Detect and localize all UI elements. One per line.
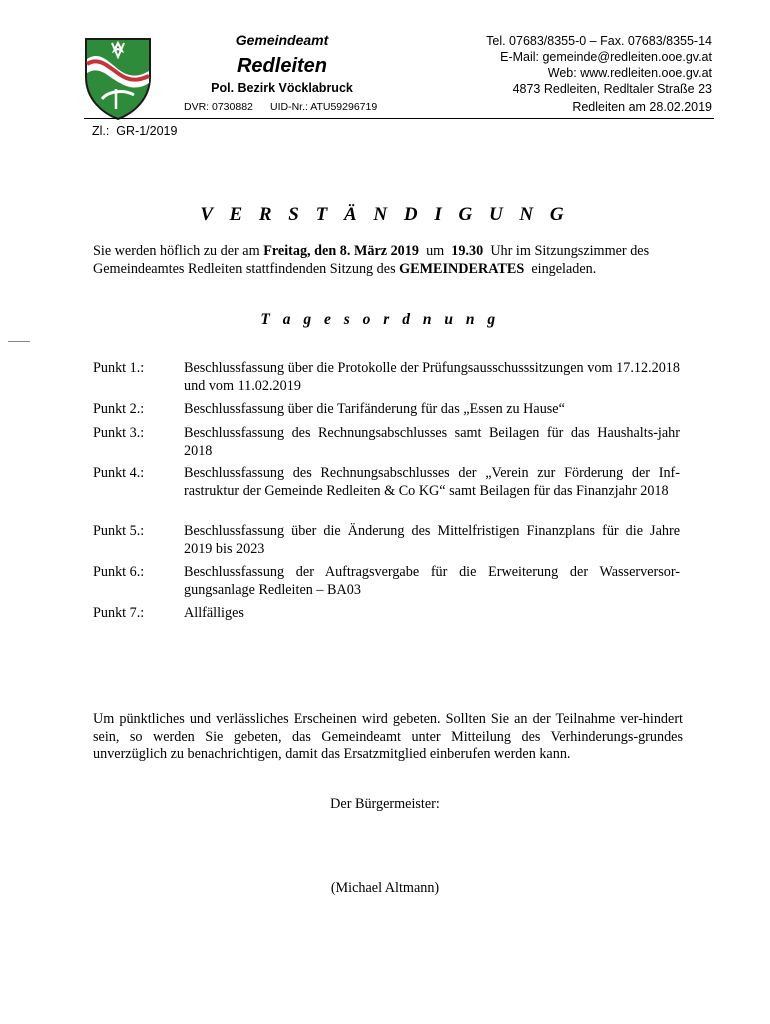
margin-mark [8, 341, 30, 342]
contact-phone: Tel. 07683/8355-0 – Fax. 07683/8355-14 [486, 34, 712, 48]
agenda-item-label: Punkt 3.: [93, 425, 145, 441]
agenda-item-text: Beschlussfassung der Auftragsvergabe für die Erweiterung der Wasserversor-gungsanlage Redleiten – BA03 [184, 564, 680, 598]
document-date: Redleiten am 28.02.2019 [572, 100, 712, 114]
meeting-date: Freitag, den 8. März 2019 [263, 243, 419, 259]
agenda-item-label: Punkt 2.: [93, 401, 145, 417]
agenda-item-label: Punkt 7.: [93, 605, 145, 621]
uid-number: UID-Nr.: ATU59296719 [270, 101, 378, 113]
municipal-coat-of-arms-icon [84, 37, 152, 121]
agenda-item-text: Beschlussfassung über die Tarifänderung für das „Essen zu Hause“ [184, 401, 565, 417]
dvr-number: DVR: 0730882 [184, 101, 253, 113]
agenda-item-label: Punkt 5.: [93, 523, 145, 539]
signature-name: (Michael Altmann) [330, 880, 440, 896]
agenda-item-text: Beschlussfassung des Rechnungsabschlusses der „Verein zur Förderung der Inf-rastruktur der Gemeinde Redleiten & Co KG“ samt Beilagen für das Finanzjahr 2018 [184, 465, 680, 499]
intro-text-4: eingeladen. [524, 260, 597, 277]
contact-web: Web: www.redleiten.ooe.gv.at [547, 66, 712, 80]
header-divider [84, 118, 714, 119]
contact-block [392, 33, 712, 97]
intro-text-2: um [418, 243, 452, 259]
agenda-item-label: Punkt 6.: [93, 564, 145, 580]
agenda-item-text: Beschlussfassung über die Protokolle der Prüfungsausschusssitzungen vom 17.12.2018 und vom 11.02.2019 [184, 360, 680, 394]
council-name: GEMEINDERATES [399, 260, 525, 277]
intro-text-3: Uhr im Sitzungszimmer des Gemeindeamtes Redleiten stattfindenden Sitzung des [93, 243, 653, 277]
reference-number: Zl.: GR-1/2019 [92, 124, 178, 138]
agenda-title: T a g e s o r d n u n g [260, 311, 500, 328]
agenda-item-text: Beschlussfassung über die Änderung des Mittelfristigen Finanzplans für die Jahre 2019 bis 2023 [184, 523, 680, 557]
contact-address: 4873 Redleiten, Redltaler Straße 23 [512, 82, 712, 96]
intro-text-1: Sie werden höflich zu der am [93, 243, 264, 259]
agenda-item-label: Punkt 1.: [93, 360, 145, 376]
contact-email: E-Mail: gemeinde@redleiten.ooe.gv.at [500, 50, 712, 64]
meeting-time: 19.30 [451, 243, 484, 259]
document-title: V E R S T Ä N D I G U N G [200, 204, 570, 225]
agenda-item-text: Allfälliges [184, 605, 244, 621]
closing-paragraph: Um pünktliches und verlässliches Erscheinen wird gebeten. Sollten Sie an der Teilnahme ver-hindert sein, so werden Sie gebeten, das Gemeindeamt unter Mitteilung des Verhinderungs-grundes unverzüglich zu benachrichtigen, damit das Ersatzmitglied einberufen werden kann. [93, 711, 683, 762]
agenda-item-label: Punkt 4.: [93, 465, 145, 481]
signature-role: Der Bürgermeister: [330, 796, 440, 812]
org-line-redleiten: Redleiten [236, 55, 328, 77]
intro-paragraph [93, 243, 683, 278]
org-line-district: Pol. Bezirk Vöcklabruck [211, 81, 353, 95]
agenda-item-text: Beschlussfassung des Rechnungsabschlusses samt Beilagen für das Haushalts-jahr 2018 [184, 425, 680, 459]
org-line-gemeindeamt: Gemeindeamt [235, 32, 329, 48]
